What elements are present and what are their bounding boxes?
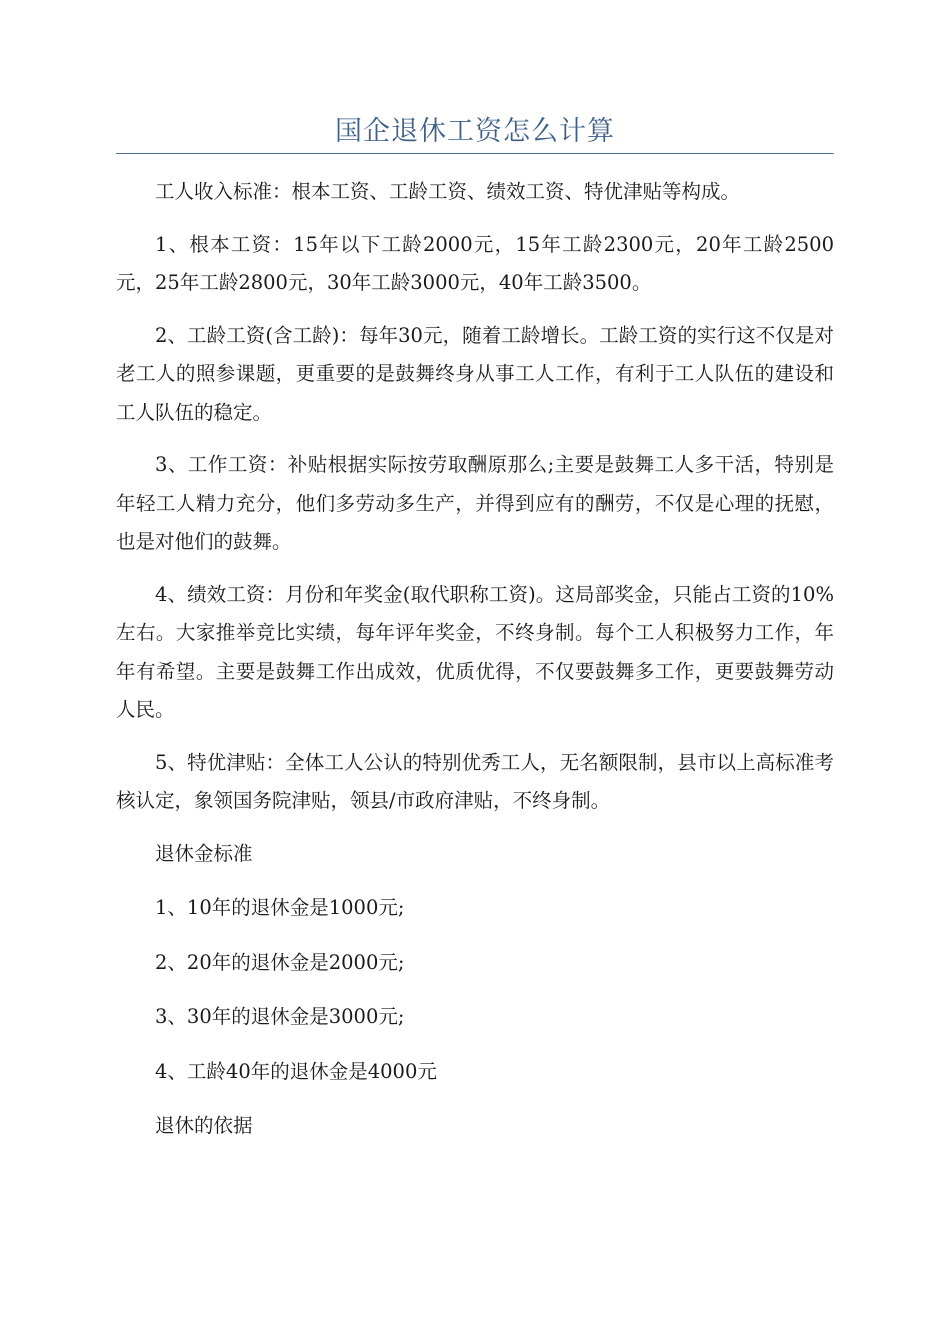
paragraph-base-salary: 1、根本工资：15年以下工龄2000元，15年工龄2300元，20年工龄2500元，25年工龄2800元，30年工龄3000元，40年工龄3500。 — [116, 232, 834, 294]
paragraph-performance-salary: 4、绩效工资：月份和年奖金(取代职称工资)。这局部奖金，只能占工资的10%左右。大家推举竞比实绩，每年评年奖金，不终身制。每个工人积极努力工作，年年有希望。主要是鼓舞工作出成效，优质优得，不仅要鼓舞多工作，更要鼓舞劳动人民。 — [116, 582, 834, 721]
document-title: 国企退休工资怎么计算 — [335, 116, 615, 147]
document-body — [116, 173, 834, 1162]
paragraph-seniority-salary: 2、工龄工资(含工龄)：每年30元，随着工龄增长。工龄工资的实行这不仅是对老工人的照参课题，更重要的是鼓舞终身从事工人工作，有利于工人队伍的建设和工人队伍的稳定。 — [116, 323, 834, 424]
heading-retirement-basis: 退休的依据 — [155, 1114, 253, 1137]
paragraph-special-allowance: 5、特优津贴：全体工人公认的特别优秀工人，无名额限制，县市以上高标准考核认定，象领国务院津贴，领县/市政府津贴，不终身制。 — [116, 750, 834, 812]
list-item-pension-20y: 2、20年的退休金是2000元; — [155, 950, 405, 974]
list-item-pension-40y: 4、工龄40年的退休金是4000元 — [155, 1059, 437, 1083]
list-item-pension-30y: 3、30年的退休金是3000元; — [155, 1005, 405, 1028]
title-underline — [116, 153, 834, 154]
paragraph-work-salary: 3、工作工资：补贴根据实际按劳取酬原那么;主要是鼓舞工人多干活，特别是年轻工人精力充分，他们多劳动多生产，并得到应有的酬劳，不仅是心理的抚慰，也是对他们的鼓舞。 — [116, 453, 834, 553]
list-item-pension-10y: 1、10年的退休金是1000元; — [155, 896, 405, 919]
heading-pension-standard: 退休金标准 — [155, 841, 253, 865]
paragraph-income-standard: 工人收入标准：根本工资、工龄工资、绩效工资、特优津贴等构成。 — [155, 180, 741, 203]
